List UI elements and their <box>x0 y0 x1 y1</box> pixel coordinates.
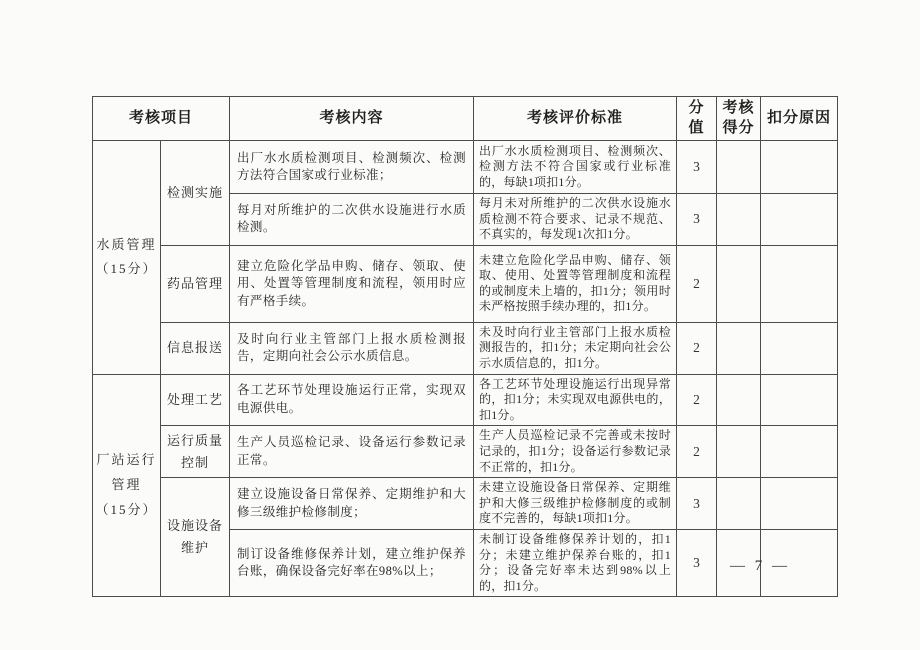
assessment-table <box>92 96 838 597</box>
reason-cell <box>761 194 838 246</box>
item-name-treatment-process: 处理工艺 <box>161 374 230 426</box>
table-row <box>93 426 838 478</box>
content-cell: 各工艺环节处理设施运行正常，实现双电源供电。 <box>230 374 474 426</box>
score-cell: 3 <box>677 478 717 530</box>
content-cell: 制订设备维修保养计划，建立维护保养台账，确保设备完好率在98%以上； <box>230 529 474 596</box>
score-cell: 2 <box>677 374 717 426</box>
content-cell: 及时向行业主管部门上报水质检测报告，定期向社会公示水质信息。 <box>230 322 474 374</box>
criteria-cell: 未制订设备维修保养计划的，扣1分；未建立维护保养台账的，扣1分；设备完好率未达到98%以上的，扣1分。 <box>474 529 677 596</box>
reason-cell <box>761 245 838 322</box>
awarded-cell <box>717 322 761 374</box>
content-cell: 每月对所维护的二次供水设施进行水质检测。 <box>230 194 474 246</box>
header-content: 考核内容 <box>230 97 474 141</box>
section-name-line: （15分） <box>95 501 158 517</box>
criteria-cell: 未建立设施设备日常保养、定期维护和大修三级维护检修制度的或制度不完善的，每缺1项扣1分。 <box>474 478 677 530</box>
item-name-line: 设施设备 <box>167 518 224 534</box>
awarded-cell <box>717 245 761 322</box>
awarded-cell <box>717 194 761 246</box>
score-cell: 3 <box>677 194 717 246</box>
content-cell: 生产人员巡检记录、设备运行参数记录正常。 <box>230 426 474 478</box>
section-name-line: 管理 <box>111 477 142 493</box>
score-cell: 2 <box>677 322 717 374</box>
section-name-line: 水质管理 <box>96 236 157 252</box>
reason-cell <box>761 374 838 426</box>
section-name-water-quality <box>93 141 161 375</box>
content-cell: 出厂水水质检测项目、检测频次、检测方法符合国家或行业标准； <box>230 141 474 194</box>
reason-cell <box>761 426 838 478</box>
header-criteria: 考核评价标准 <box>474 97 677 141</box>
section-name-line: 厂站运行 <box>96 452 157 468</box>
item-name-chemical-management: 药品管理 <box>161 245 230 322</box>
item-name-line: 运行质量 <box>167 432 224 448</box>
criteria-cell: 未及时向行业主管部门上报水质检测报告的，扣1分；未定期向社会公示水质信息的，扣1分。 <box>474 322 677 374</box>
table-row <box>93 141 838 194</box>
item-name-line: 维护 <box>181 540 210 556</box>
item-name-operation-quality-control <box>161 426 230 478</box>
table-row <box>93 478 838 530</box>
table-row <box>93 374 838 426</box>
item-name-detection-implementation: 检测实施 <box>161 141 230 246</box>
header-item: 考核项目 <box>93 97 230 141</box>
header-score-line1: 分 <box>688 100 705 116</box>
table-row <box>93 245 838 322</box>
item-name-line: 控制 <box>181 454 210 470</box>
item-name-information-reporting: 信息报送 <box>161 322 230 374</box>
header-reason: 扣分原因 <box>761 97 838 141</box>
reason-cell <box>761 478 838 530</box>
header-row <box>93 97 838 141</box>
score-cell: 2 <box>677 245 717 322</box>
criteria-cell: 各工艺环节处理设施运行出现异常的，扣1分；未实现双电源供电的，扣1分。 <box>474 374 677 426</box>
awarded-cell <box>717 141 761 194</box>
content-cell: 建立危险化学品申购、储存、领取、使用、处置等管理制度和流程，领用时应有严格手续。 <box>230 245 474 322</box>
header-score-line2: 值 <box>688 119 705 136</box>
criteria-cell: 生产人员巡检记录不完善或未按时记录的，扣1分；设备运行参数记录不正常的，扣1分。 <box>474 426 677 478</box>
criteria-cell: 出厂水水质检测项目、检测频次、检测方法不符合国家或行业标准的，每缺1项扣1分。 <box>474 141 677 194</box>
score-cell: 3 <box>677 529 717 596</box>
criteria-cell: 未建立危险化学品申购、储存、领取、使用、处置等管理制度和流程的或制度未上墙的，扣1分；领用时未严格按照手续办理的，扣1分。 <box>474 245 677 322</box>
content-cell: 建立设施设备日常保养、定期维护和大修三级维护检修制度； <box>230 478 474 530</box>
header-awarded-line2: 得分 <box>722 119 755 136</box>
section-name-line: （15分） <box>95 261 158 277</box>
page-number: — 7 — <box>730 558 790 574</box>
awarded-cell <box>717 478 761 530</box>
reason-cell <box>761 141 838 194</box>
table-row <box>93 322 838 374</box>
score-cell: 2 <box>677 426 717 478</box>
awarded-cell <box>717 426 761 478</box>
reason-cell <box>761 322 838 374</box>
header-awarded-line1: 考核 <box>722 100 755 116</box>
criteria-cell: 每月未对所维护的二次供水设施水质检测不符合要求、记录不规范、不真实的，每发现1次扣1分。 <box>474 194 677 246</box>
header-score <box>677 97 717 141</box>
score-cell: 3 <box>677 141 717 194</box>
awarded-cell <box>717 374 761 426</box>
item-name-facility-equipment-maintenance <box>161 478 230 597</box>
section-name-plant-operation <box>93 374 161 597</box>
header-awarded <box>717 97 761 141</box>
